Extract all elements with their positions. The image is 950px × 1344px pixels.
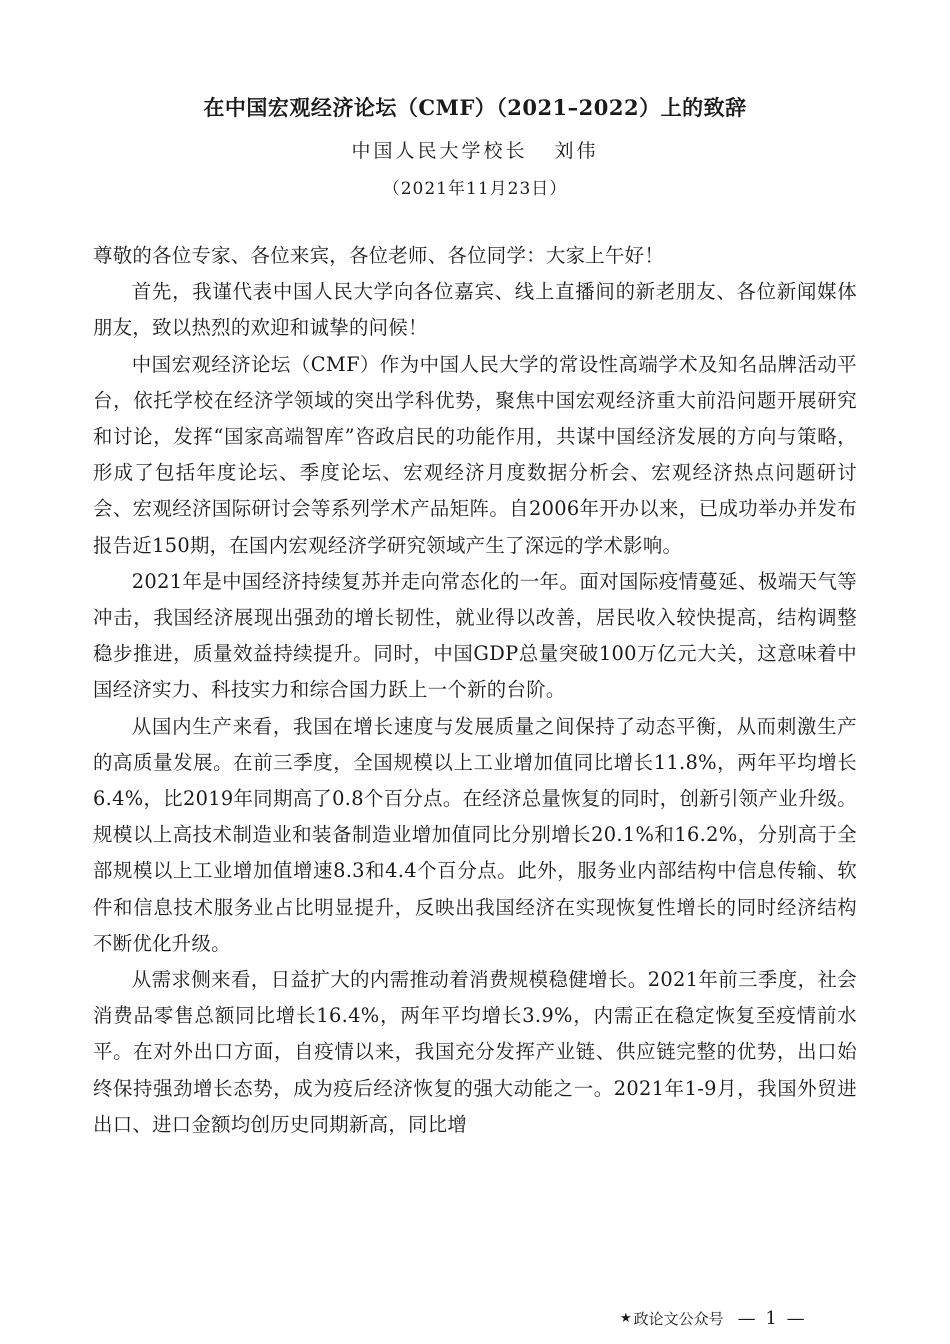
footer-source: 政论文公众号 xyxy=(633,1310,724,1328)
document-date: （2021年11月23日） xyxy=(382,179,568,199)
document-body xyxy=(93,238,857,1143)
paragraph: 2021年是中国经济持续复苏并走向常态化的一年。面对国际疫情蔓延、极端天气等冲击，我国经济展现出强劲的增长韧性，就业得以改善，居民收入较快提高，结构调整稳步推进，质量效益持续提升。同时，中国GDP总量突破100万亿元大关，这意味着中国经济实力、科技实力和综合国力跃上一个新的台阶。 xyxy=(93,569,857,702)
paragraph-salutation: 尊敬的各位专家、各位来宾，各位老师、各位同学：大家上午好！ xyxy=(93,244,665,267)
paragraph: 从需求侧来看，日益扩大的内需推动着消费规模稳健增长。2021年前三季度，社会消费品零售总额同比增长16.4%，两年平均增长3.9%，内需正在稳定恢复至疫情前水平。在对外出口方面，自疫情以来，我国充分发挥产业链、供应链完整的优势，出口始终保持强劲增长态势，成为疫后经济恢复的强大动能之一。2021年1-9月，我国外贸进出口、进口金额均创历史同期新高，同比增 xyxy=(93,968,857,1136)
paragraph: 首先，我谨代表中国人民大学向各位嘉宾、线上直播间的新老朋友、各位新闻媒体朋友，致以热烈的欢迎和诚挚的问候！ xyxy=(93,280,857,340)
star-icon: ★ xyxy=(620,1311,632,1326)
page-number: — 1 — xyxy=(737,1308,807,1329)
paragraph: 从国内生产来看，我国在增长速度与发展质量之间保持了动态平衡，从而刺激生产的高质量发展。在前三季度，全国规模以上工业增加值同比增长11.8%，两年平均增长6.4%，比2019年同期高了0.8个百分点。在经济总量恢复的同时，创新引领产业升级。规模以上高技术制造业和装备制造业增加值同比分别增长20.1%和16.2%，分别高于全部规模以上工业增加值增速8.3和4.4个百分点。此外，服务业内部结构中信息传输、软件和信息技术服务业占比明显提升，反映出我国经济在实现恢复性增长的同时经济结构不断优化升级。 xyxy=(93,714,857,955)
document-author: 中国人民大学校长 刘伟 xyxy=(351,140,599,162)
page-footer xyxy=(620,1308,880,1329)
paragraph: 中国宏观经济论坛（CMF）作为中国人民大学的常设性高端学术及知名品牌活动平台，依托学校在经济学领域的突出学科优势，聚焦中国宏观经济重大前沿问题开展研究和讨论，发挥“国家高端智库”咨政启民的功能作用，共谋中国经济发展的方向与策略，形成了包括年度论坛、季度论坛、宏观经济月度数据分析会、宏观经济热点问题研讨会、宏观经济国际研讨会等系列学术产品矩阵。自2006年开办以来，已成功举办并发布报告近150期，在国内宏观经济学研究领域产生了深远的学术影响。 xyxy=(93,352,857,557)
document-title: 在中国宏观经济论坛（CMF）（2021–2022）上的致辞 xyxy=(203,95,747,120)
